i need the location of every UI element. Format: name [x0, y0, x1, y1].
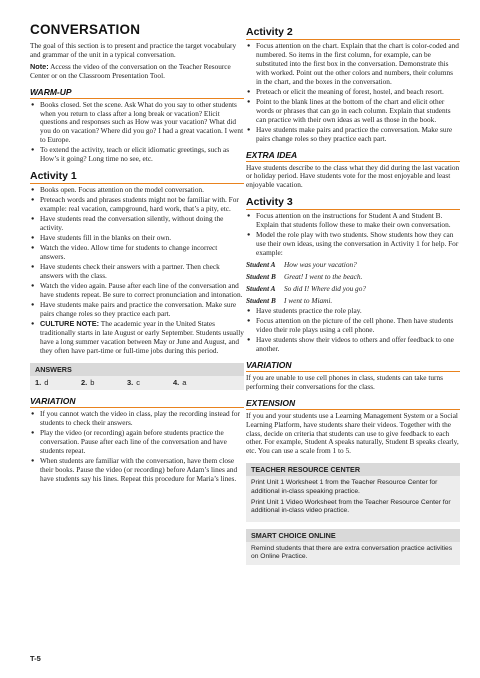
smart-choice-heading: SMART CHOICE ONLINE [246, 529, 460, 542]
dialog-line: Great! I went to the beach. [284, 271, 363, 281]
list-item: ● Model the role play with two students. Show students how they can use their own ideas, using the conversation in Activity 1 for help. For example: [256, 231, 460, 258]
list-item: ● Have students make pairs and practice the conversation. Make sure pairs change roles so they practice each part. [40, 301, 244, 319]
answer-item: 3. c [127, 377, 141, 387]
activity3-heading: Activity 3 [246, 196, 460, 210]
note-paragraph [30, 63, 244, 81]
list-item: ● Books open. Focus attention on the model conversation. [40, 186, 244, 195]
section-title: CONVERSATION [30, 22, 141, 37]
culture-note [40, 320, 244, 356]
list-item: ● Books closed. Set the scene. Ask What do you say to other students when you return to class after a long break or vacation? Elicit questions and responses such as How was your vacation? What did you do on vacation? Where did you go? I had a great vacation. I went to Europe. [40, 101, 244, 146]
answer-item: 1. d [35, 377, 49, 387]
dialog-line: So did I! Where did you go? [284, 283, 367, 293]
smart-choice-box [246, 529, 460, 565]
dialog-line: I went to Miami. [284, 295, 333, 305]
list-item: ● When students are familiar with the conversation, have them close their books. Pause the video (or recording) before Adam’s lines and have students say his lines. Repeat this procedure for Maria’s lines. [40, 457, 244, 484]
note-label: Note: [30, 61, 49, 71]
teacher-resource-box [246, 463, 460, 522]
extra-idea-heading: EXTRA IDEA [246, 150, 460, 162]
dialog-line: How was your vacation? [284, 259, 357, 269]
variation1-list [30, 410, 244, 484]
list-item: ● Focus attention on the instructions for Student A and Student B. Explain that students follow these to make their own conversation. [256, 212, 460, 230]
smart-choice-text: Remind students that there are extra conversation practice activities on Online Practice. [251, 544, 453, 561]
warmup-list [30, 101, 244, 165]
list-item: ● Have students read the conversation silently, without doing the activity. [40, 215, 244, 233]
activity1-heading: Activity 1 [30, 170, 244, 184]
list-item: ● If you cannot watch the video in class, play the recording instead for students to check their answers. [40, 410, 244, 428]
answers-box [30, 363, 244, 390]
list-item: ● Preteach or elicit the meaning of forest, hostel, and beach resort. [256, 88, 460, 97]
list-item: ● Have students fill in the blanks on their own. [40, 234, 244, 243]
dialog-speaker: Student B [246, 295, 276, 305]
dialog-speaker: Student A [246, 259, 276, 269]
culture-note-text: The academic year in the United States traditionally starts in late August or early September. Students usually have a long summer vacation between May or June and August, and they often have part-time or full-time jobs during this period. [40, 319, 244, 356]
answer-item: 4. a [173, 377, 187, 387]
page-number: T-5 [30, 654, 41, 663]
list-item: ● To extend the activity, teach or elicit idiomatic greetings, such as How’s it going? Long time no see, etc. [40, 146, 244, 164]
resource-item: Print Unit 1 Video Worksheet from the Teacher Resource Center for additional in-class video practice. [251, 499, 451, 515]
dialog-speaker: Student B [246, 271, 276, 281]
variation1-heading: VARIATION [30, 396, 244, 408]
left-column [30, 22, 244, 485]
answer-item: 2. b [81, 377, 95, 387]
list-item: ● Focus attention on the picture of the cell phone. Then have students video their role plays using a cell phone. [256, 317, 460, 335]
warmup-heading: WARM-UP [30, 87, 244, 99]
list-item: ● Have students practice the role play. [256, 307, 460, 316]
list-item: ● Preteach words and phrases students might not be familiar with. For example: real vacation, campground, hard work, that’s a pity, etc. [40, 196, 244, 214]
intro-text: The goal of this section is to present and practice the target vocabulary and grammar of the unit in a typical conversation. [30, 41, 237, 59]
list-item: ● Have students show their videos to others and offer feedback to one another. [256, 336, 460, 354]
culture-note-label: CULTURE NOTE: [40, 319, 100, 329]
activity3-list-after [246, 307, 460, 354]
list-item: ● Watch the video. Allow time for students to change incorrect answers. [40, 244, 244, 262]
answers-heading: ANSWERS [30, 363, 244, 376]
extension-text: If you and your students use a Learning Management System or a Social Learning Platform, have students share their videos. Together with the class, decide on criteria that students can use to give feedback to each other. For example, Student A speaks naturally, Student B speaks clearly, etc. You can use a scale from 1 to 5. [246, 410, 459, 456]
list-item: ● Point to the blank lines at the bottom of the chart and elicit other words or phrases that can go in each column. Explain that students can practice with their own ideas as well as those in the book. [256, 98, 460, 125]
teacher-resource-body [246, 476, 460, 522]
activity1-list [30, 186, 244, 356]
list-item: ● Have students make pairs and practice the conversation. Make sure pairs change roles so they practice each part. [256, 126, 460, 144]
extension-heading: EXTENSION [246, 398, 460, 410]
right-column [246, 22, 460, 569]
teacher-resource-heading: TEACHER RESOURCE CENTER [246, 463, 460, 476]
dialog-speaker: Student A [246, 283, 276, 293]
resource-item: Print Unit 1 Worksheet 1 from the Teacher Resource Center for additional in-class speaking practice. [251, 479, 438, 495]
activity2-heading: Activity 2 [246, 26, 460, 40]
activity3-list [246, 212, 460, 258]
variation2-heading: VARIATION [246, 360, 460, 372]
list-item: ● Watch the video again. Pause after each line of the conversation and have students repeat. Be sure to correct pronunciation and intonation. [40, 282, 244, 300]
model-dialog [246, 260, 460, 305]
list-item: ● Have students check their answers with a partner. Then check answers with the class. [40, 263, 244, 281]
answers-row [30, 376, 244, 390]
note-text: Access the video of the conversation on the Teacher Resource Center or on the Classroom Presentation Tool. [30, 61, 231, 80]
extra-idea-text: Have students describe to the class what they did during the last vacation or holiday period. Have students vote for the most enjoyable and least enjoyable vacation. [246, 162, 460, 190]
list-item: ● Focus attention on the chart. Explain that the chart is color-coded and numbered. So items in the first column, for example, can be substituted into the first box in the conversation. Demonstrate this with worked. Point out the other colors and numbers, their columns in the chart, and the boxes in the conversation. [256, 42, 460, 87]
list-item: ● Play the video (or recording) again before students practice the conversation. Pause after each line of the conversation and have students repeat. [40, 429, 244, 456]
variation2-text: If you are unable to use cell phones in class, students can take turns performing their conversations for the class. [246, 372, 443, 391]
activity2-list [246, 42, 460, 144]
